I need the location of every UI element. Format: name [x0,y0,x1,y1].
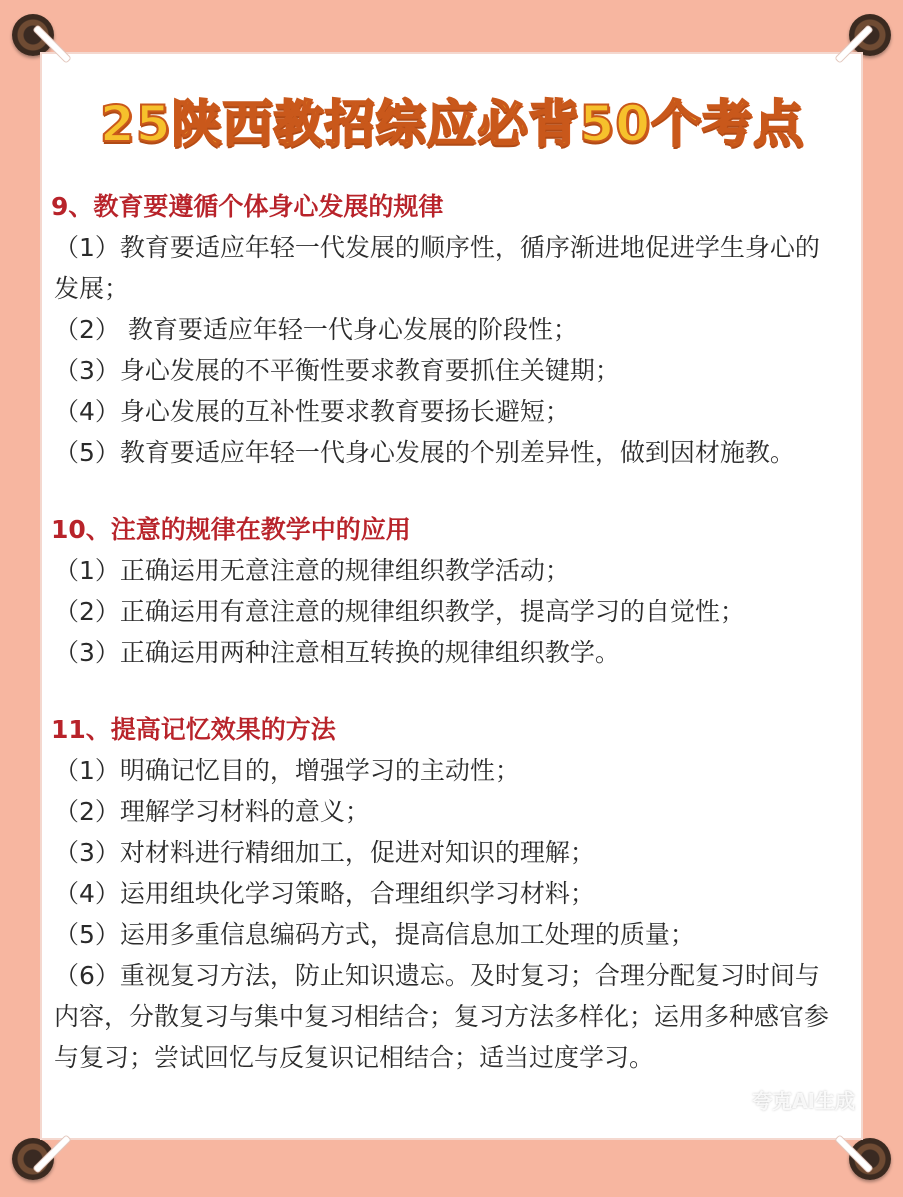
list-item: （5）运用多重信息编码方式，提高信息加工处理的质量； [54,920,695,949]
list-item: （3）身心发展的不平衡性要求教育要抓住关键期； [54,356,620,385]
list-item: （4）身心发展的互补性要求教育要扬长避短； [54,397,570,426]
list-item: （5）教育要适应年轻一代身心发展的个别差异性，做到因材施教。 [54,438,795,467]
list-item: （1）正确运用无意注意的规律组织教学活动； [54,556,570,585]
list-item: （2）正确运用有意注意的规律组织教学，提高学习的自觉性； [54,597,745,626]
list-item: （6）重视复习方法，防止知识遗忘。及时复习；合理分配复习时间与内容，分散复习与集中复习相结合；复习方法多样化；运用多种感官参与复习；尝试回忆与反复识记相结合；适当过度学习。 [54,961,830,1072]
section-9 [51,187,844,473]
list-item: （4）运用组块化学习策略，合理组织学习材料； [54,879,595,908]
grommet-top-right [849,14,891,56]
section-heading: 9、教育要遵循个体身心发展的规律 [51,192,444,221]
section-11 [51,710,844,1078]
watermark: 夸克AI生成 [752,1089,855,1113]
section-heading: 11、提高记忆效果的方法 [51,715,336,744]
list-item: （2）理解学习材料的意义； [54,797,370,826]
list-item: （3）对材料进行精细加工，促进对知识的理解； [54,838,595,867]
list-item: （1）明确记忆目的，增强学习的主动性； [54,756,520,785]
section-heading: 10、注意的规律在教学中的应用 [51,515,411,544]
section-10 [51,510,844,673]
list-item: （3）正确运用两种注意相互转换的规律组织教学。 [54,638,620,667]
list-item: （2） 教育要适应年轻一代身心发展的阶段性； [54,315,578,344]
notes-card [40,52,863,1140]
list-item: （1）教育要适应年轻一代发展的顺序性，循序渐进地促进学生身心的发展； [54,233,820,303]
content-area [51,187,844,1115]
page-title: 25陕西教招综应必背50个考点 [99,95,805,153]
